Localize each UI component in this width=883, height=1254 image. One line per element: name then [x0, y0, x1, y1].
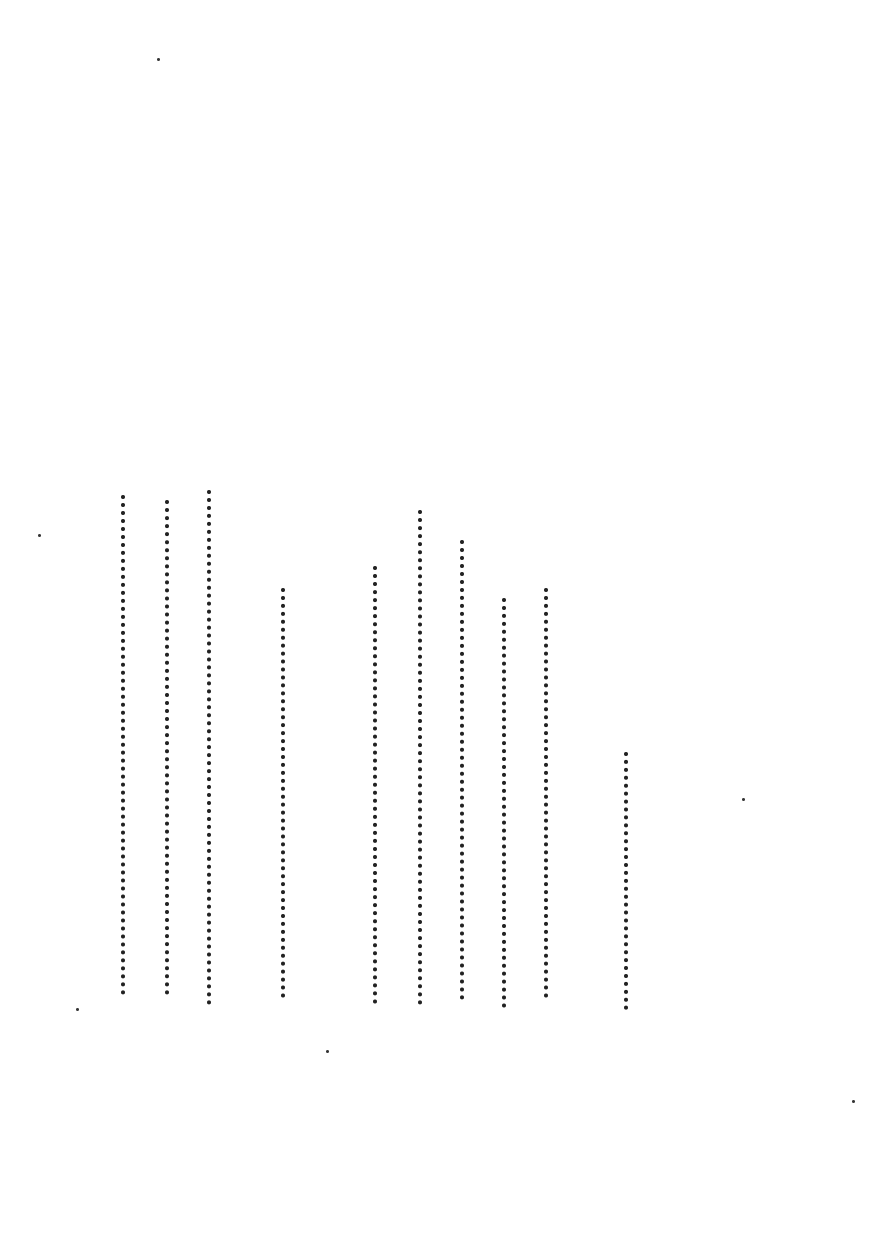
scan-speck [157, 58, 160, 61]
ch1-section-3-leader [460, 540, 464, 1000]
scan-speck [742, 798, 745, 801]
chapter-1-leader [624, 752, 628, 1010]
ch1-section-1-leader [544, 588, 548, 998]
ch1-section-5-leader [373, 566, 377, 1004]
scan-speck [852, 1100, 855, 1103]
ch2-section-1-leader [207, 490, 211, 1005]
ch2-section-2-leader [165, 500, 169, 995]
ch2-section-3-leader [121, 495, 125, 995]
scan-speck [326, 1050, 329, 1053]
ch1-section-2-leader [502, 598, 506, 1008]
ch1-section-4-leader [418, 510, 422, 1005]
scan-speck [38, 534, 41, 537]
scan-speck [76, 1008, 79, 1011]
chapter-2-leader [281, 588, 285, 998]
